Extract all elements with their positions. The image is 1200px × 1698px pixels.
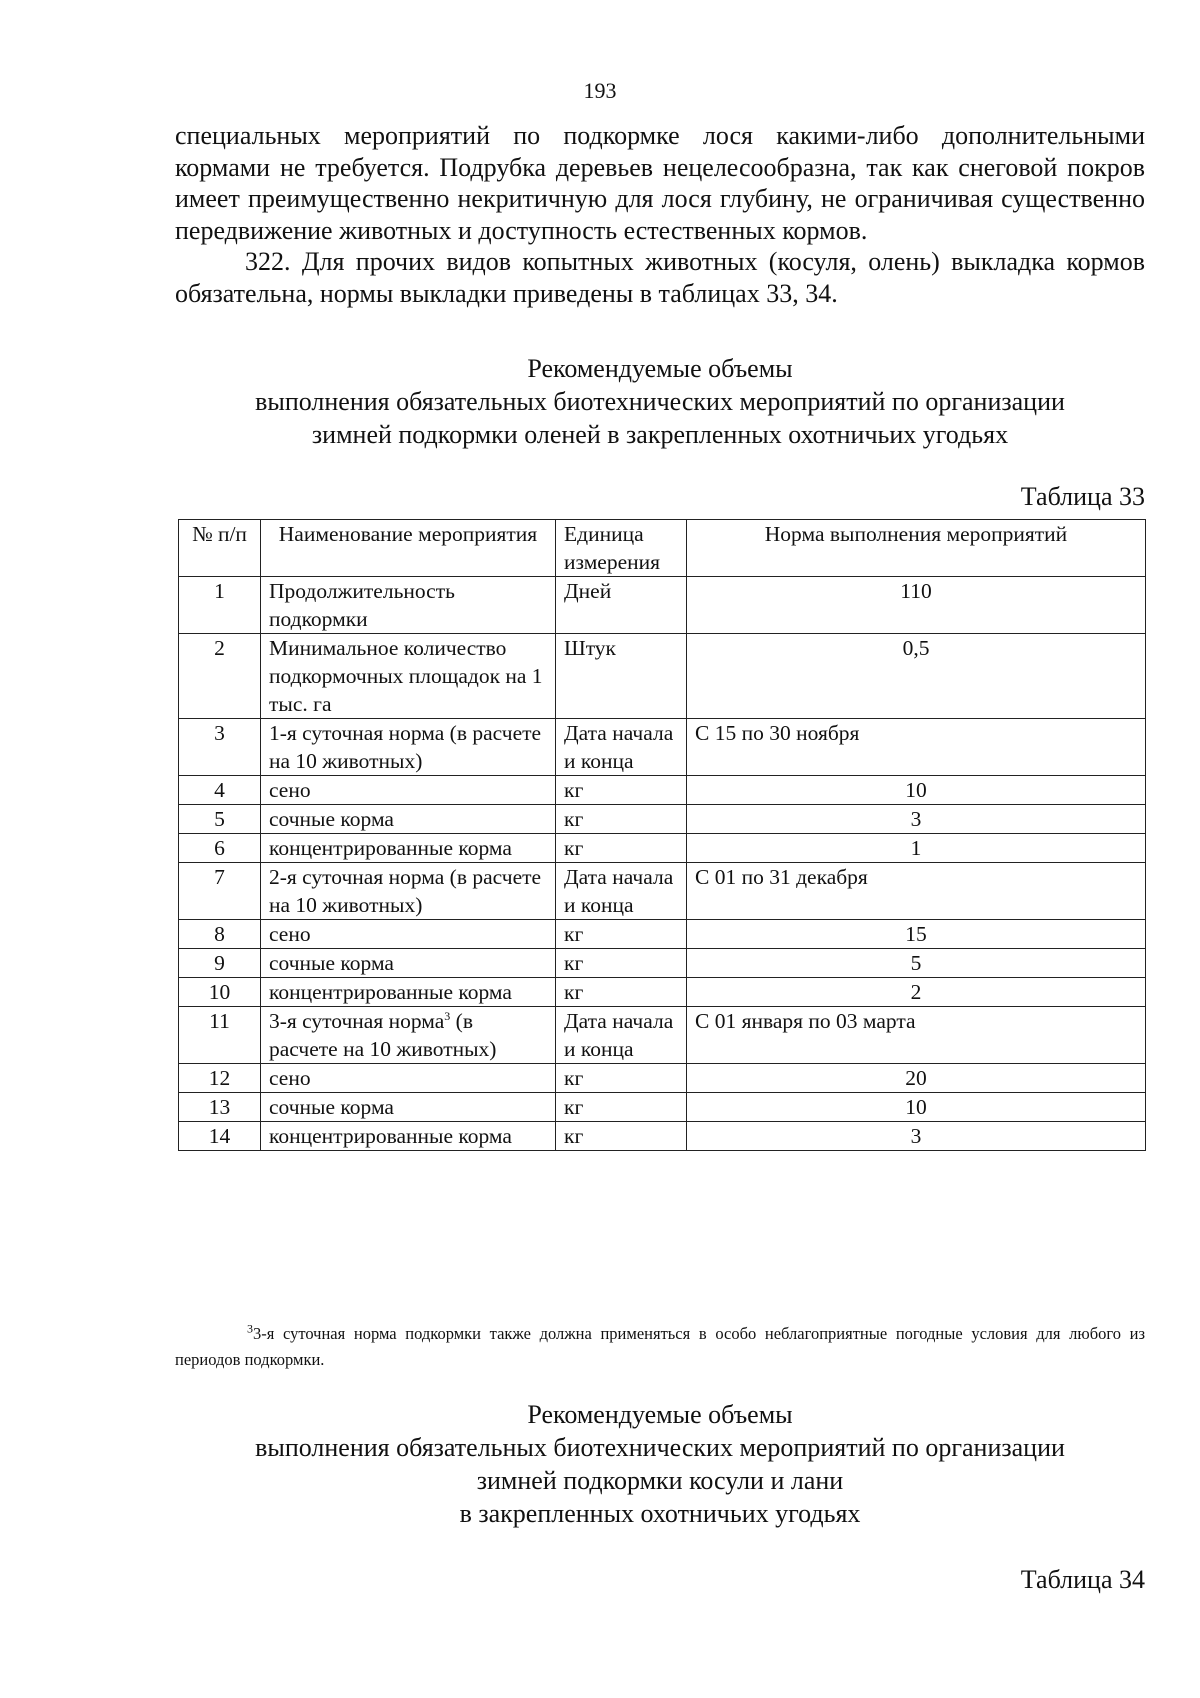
row-number: 12 [179, 1064, 261, 1093]
row-number: 3 [179, 719, 261, 776]
row-activity-name: концентрированные корма [261, 1122, 556, 1151]
row-number: 6 [179, 834, 261, 863]
row-unit: кг [556, 834, 687, 863]
row-number: 8 [179, 920, 261, 949]
row-unit: кг [556, 1122, 687, 1151]
row-activity-name: Минимальное количество подкормочных площадок на 1 тыс. га [261, 634, 556, 719]
row-unit: кг [556, 949, 687, 978]
row-norm: 110 [687, 577, 1146, 634]
row-number: 1 [179, 577, 261, 634]
paragraph-continuation: специальных мероприятий по подкормке лося какими-либо дополнительными кормами не требуется. Подрубка деревьев нецелесообразна, так как снеговой покров имеет преимущественно некритичную для лося глубину, не ограничивая существенно передвижение животных и доступность естественных кормов. [175, 121, 1145, 245]
row-norm: С 15 по 30 ноября [687, 719, 1146, 776]
row-activity-name: 2-я суточная норма (в расчете на 10 животных) [261, 863, 556, 920]
row-norm: 15 [687, 920, 1146, 949]
table-row [179, 863, 1146, 920]
table33-label: Таблица 33 [1020, 482, 1145, 511]
row-number: 14 [179, 1122, 261, 1151]
table-row [179, 577, 1146, 634]
footnote-ref: 3 [444, 1008, 451, 1023]
row-number: 10 [179, 978, 261, 1007]
row-unit: кг [556, 776, 687, 805]
table-row [179, 1007, 1146, 1064]
table-row [179, 776, 1146, 805]
row-activity-name: сено [261, 776, 556, 805]
table33 [178, 519, 1146, 1151]
caption-line: выполнения обязательных биотехнических мероприятий по организации [255, 1433, 1065, 1462]
table-row [179, 634, 1146, 719]
caption-line: зимней подкормки косули и лани [476, 1466, 844, 1495]
table33-footnote [175, 1321, 1145, 1373]
row-norm: С 01 по 31 декабря [687, 863, 1146, 920]
row-activity-name: сочные корма [261, 1093, 556, 1122]
table34-caption [175, 1398, 1145, 1530]
row-activity-name: сено [261, 920, 556, 949]
row-activity-name: концентрированные корма [261, 834, 556, 863]
row-norm: 2 [687, 978, 1146, 1007]
row-norm: 1 [687, 834, 1146, 863]
activity-name-text: 3-я суточная норма [269, 1009, 445, 1033]
row-number: 13 [179, 1093, 261, 1122]
row-norm: 0,5 [687, 634, 1146, 719]
header-unit: Единица измерения [556, 520, 687, 577]
row-unit: кг [556, 920, 687, 949]
row-unit: кг [556, 1093, 687, 1122]
caption-line: Рекомендуемые объемы [527, 354, 793, 383]
paragraph-322: 322. Для прочих видов копытных животных (косуля, олень) выкладка кормов обязательна, нормы выкладки приведены в таблицах 33, 34. [175, 247, 1145, 308]
table-row [179, 1093, 1146, 1122]
header-norm: Норма выполнения мероприятий [687, 520, 1146, 577]
page-number: 193 [583, 78, 617, 103]
row-number: 5 [179, 805, 261, 834]
row-activity-name: сочные корма [261, 949, 556, 978]
row-unit: Дата начала и конца [556, 1007, 687, 1064]
row-unit: Дата начала и конца [556, 863, 687, 920]
row-unit: Дней [556, 577, 687, 634]
table33-caption [175, 352, 1145, 451]
row-norm: С 01 января по 03 марта [687, 1007, 1146, 1064]
row-number: 9 [179, 949, 261, 978]
row-norm: 10 [687, 1093, 1146, 1122]
row-norm: 5 [687, 949, 1146, 978]
row-number: 11 [179, 1007, 261, 1064]
table-header-row [179, 520, 1146, 577]
table-row [179, 920, 1146, 949]
header-num: № п/п [179, 520, 261, 577]
caption-line: Рекомендуемые объемы [527, 1400, 793, 1429]
row-unit: Штук [556, 634, 687, 719]
table34-label: Таблица 34 [1020, 1565, 1145, 1594]
row-unit: кг [556, 805, 687, 834]
row-activity-name: концентрированные корма [261, 978, 556, 1007]
row-number: 7 [179, 863, 261, 920]
table-row [179, 834, 1146, 863]
row-activity-name: Продолжительность подкормки [261, 577, 556, 634]
table33-body [179, 577, 1146, 1151]
table-row [179, 978, 1146, 1007]
body-text [175, 120, 1145, 309]
row-activity-name: сено [261, 1064, 556, 1093]
caption-line: выполнения обязательных биотехнических мероприятий по организации [255, 387, 1065, 416]
row-norm: 10 [687, 776, 1146, 805]
table-row [179, 949, 1146, 978]
row-number: 4 [179, 776, 261, 805]
row-activity-name: 1-я суточная норма (в расчете на 10 животных) [261, 719, 556, 776]
table-row [179, 1122, 1146, 1151]
row-unit: Дата начала и конца [556, 719, 687, 776]
caption-line: в закрепленных охотничьих угодьях [459, 1499, 861, 1528]
row-number: 2 [179, 634, 261, 719]
table-row [179, 719, 1146, 776]
table-row [179, 805, 1146, 834]
row-unit: кг [556, 1064, 687, 1093]
caption-line: зимней подкормки оленей в закрепленных охотничьих угодьях [311, 420, 1009, 449]
row-activity-name [261, 1007, 556, 1064]
table-row [179, 1064, 1146, 1093]
footnote-text: 3-я суточная норма подкормки также должна применяться в особо неблагоприятные погодные условия для любого из периодов подкормки. [175, 1324, 1145, 1369]
row-norm: 3 [687, 805, 1146, 834]
row-norm: 3 [687, 1122, 1146, 1151]
header-name: Наименование мероприятия [261, 520, 556, 577]
row-activity-name: сочные корма [261, 805, 556, 834]
row-unit: кг [556, 978, 687, 1007]
row-norm: 20 [687, 1064, 1146, 1093]
footnote-mark: 3 [247, 1321, 253, 1336]
activity-name-rest: (в расчете на 10 животных) [269, 1009, 497, 1061]
